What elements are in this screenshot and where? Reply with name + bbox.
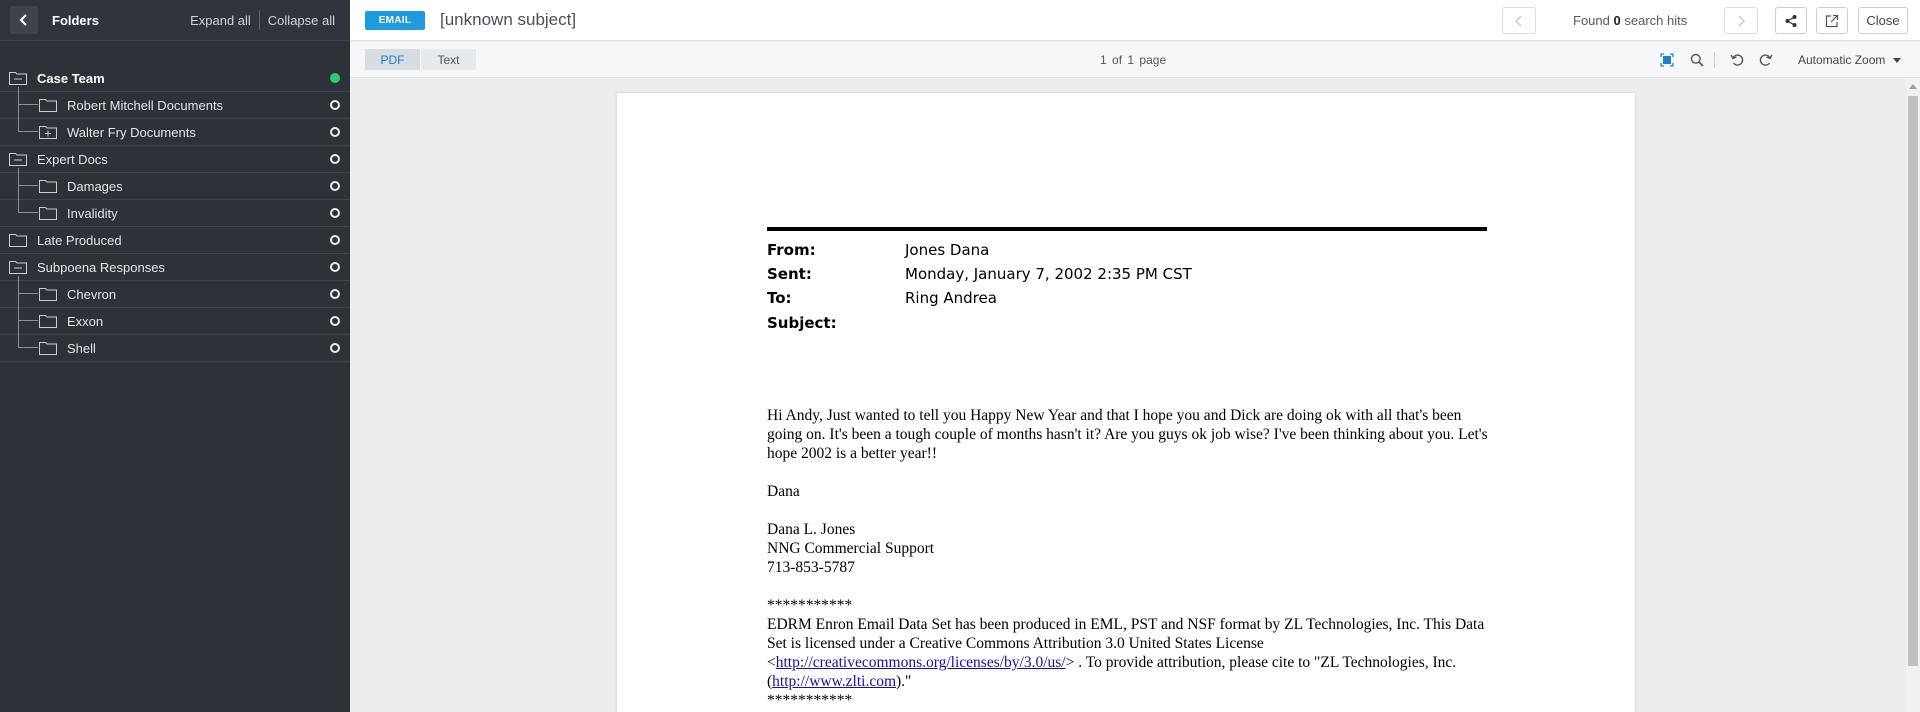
zoom-value: Automatic Zoom (1798, 53, 1886, 67)
status-indicator[interactable] (330, 127, 340, 137)
folder-label: Exxon (67, 314, 104, 329)
folder-row-invalidity[interactable] (0, 200, 350, 227)
tree-connector (18, 105, 38, 132)
tab-pdf[interactable]: PDF (365, 49, 420, 70)
separator-stars: *********** (767, 597, 853, 614)
selection-icon (1660, 53, 1674, 67)
hits-suffix: search hits (1624, 13, 1688, 28)
share-button[interactable] (1775, 7, 1807, 34)
document-subject: [unknown subject] (440, 10, 577, 29)
folder-open-icon (9, 260, 27, 274)
previous-hit-button[interactable] (1502, 7, 1536, 34)
sent-label: Sent: (767, 265, 812, 283)
pdf-page (617, 93, 1635, 712)
tree-connector (18, 321, 38, 348)
folder-row-robert-mitchell[interactable] (0, 92, 350, 119)
rotate-right-button[interactable] (1757, 51, 1775, 69)
tree-connector (18, 87, 38, 105)
status-indicator[interactable] (330, 262, 340, 272)
status-indicator[interactable] (330, 100, 340, 110)
header-rule (767, 227, 1487, 231)
rotate-left-icon (1730, 53, 1744, 67)
folder-icon (39, 287, 57, 301)
scroll-thumb[interactable] (1908, 96, 1918, 666)
next-hit-button[interactable] (1724, 7, 1758, 34)
folder-open-icon (9, 71, 27, 85)
folder-row-subpoena-responses[interactable] (0, 254, 350, 281)
zlti-link[interactable]: http://www.zlti.com (772, 673, 897, 690)
folder-label: Subpoena Responses (37, 260, 165, 275)
footer-text: EDRM Enron Email Data Set has been produced in EML, PST and NSF format by ZL Technologies, Inc. This Data Set is licensed under a Creative Commons Attribution 3.0 United States License < (767, 616, 1485, 671)
folder-label: Case Team (37, 71, 105, 86)
chevron-left-icon (1514, 15, 1524, 27)
page-total: 1 (1127, 53, 1135, 67)
folder-label: Expert Docs (37, 152, 108, 167)
open-external-button[interactable] (1816, 7, 1848, 34)
share-icon (1784, 14, 1798, 28)
folder-row-damages[interactable] (0, 173, 350, 200)
external-link-icon (1825, 14, 1839, 28)
footer-notice (767, 615, 1492, 691)
status-indicator[interactable] (330, 343, 340, 353)
folder-row-case-team[interactable] (0, 65, 350, 92)
tree-connector (18, 276, 38, 294)
subject-label: Subject: (767, 314, 837, 332)
folder-label: Chevron (67, 287, 117, 302)
doc-type-badge: EMAIL (365, 11, 425, 30)
license-link[interactable]: http://creativecommons.org/licenses/by/3.0/us/ (775, 654, 1066, 671)
signature-phone: 713-853-5787 (767, 559, 855, 576)
folder-icon (39, 98, 57, 112)
close-button[interactable]: Close (1858, 7, 1908, 34)
status-indicator[interactable] (330, 181, 340, 191)
folder-row-late-produced[interactable] (0, 227, 350, 254)
separator-stars: *********** (767, 692, 853, 709)
folder-label: Shell (67, 341, 96, 356)
search-hits-status (1573, 13, 1687, 28)
rotate-right-icon (1759, 53, 1773, 67)
folder-label: Walter Fry Documents (67, 125, 196, 140)
status-indicator[interactable] (330, 208, 340, 218)
folder-label: Damages (67, 179, 123, 194)
rotate-left-button[interactable] (1728, 51, 1746, 69)
status-indicator[interactable] (330, 289, 340, 299)
folder-row-chevron[interactable] (0, 281, 350, 308)
from-value: Jones Dana (905, 241, 990, 259)
folder-row-expert-docs[interactable] (0, 146, 350, 173)
document-viewer-panel (350, 0, 1920, 712)
collapse-all-button[interactable]: Collapse all (267, 12, 335, 28)
chevron-right-icon (1736, 15, 1746, 27)
signature-name: Dana L. Jones (767, 521, 856, 538)
folder-tree (0, 65, 350, 362)
zoom-select[interactable] (1798, 53, 1901, 67)
folders-sidebar (0, 0, 350, 712)
folder-label: Invalidity (67, 206, 118, 221)
folder-icon (39, 206, 57, 220)
footer-text: > . To provide attribution, please cite to "ZL Technologies, Inc. ( (767, 654, 1457, 690)
page-of-label: of (1112, 53, 1123, 67)
folder-icon (39, 314, 57, 328)
from-label: From: (767, 241, 816, 259)
divider (259, 10, 260, 30)
folder-open-icon (9, 152, 27, 166)
folder-label: Robert Mitchell Documents (67, 98, 224, 113)
tab-text[interactable]: Text (421, 49, 476, 70)
vertical-scrollbar[interactable] (1906, 79, 1920, 712)
page-label: page (1139, 53, 1167, 67)
tree-connector (18, 294, 38, 321)
footer-text: )." (896, 673, 912, 690)
sidebar-header (0, 0, 350, 41)
pdf-viewport[interactable] (350, 79, 1920, 712)
folder-plus-icon (39, 125, 57, 139)
viewer-toolbar (350, 42, 1920, 78)
sidebar-title: Folders (52, 12, 99, 28)
page-current[interactable]: 1 (1100, 53, 1107, 67)
tree-connector (18, 168, 38, 186)
status-indicator[interactable] (330, 73, 340, 83)
folder-row-shell[interactable] (0, 335, 350, 362)
chevron-left-icon (18, 14, 30, 26)
search-button[interactable] (1688, 51, 1706, 69)
folder-icon (9, 233, 27, 247)
scroll-up-arrow-icon[interactable] (1909, 84, 1917, 89)
expand-all-button[interactable]: Expand all (190, 12, 251, 28)
status-indicator[interactable] (330, 316, 340, 326)
sent-value: Monday, January 7, 2002 2:35 PM CST (905, 265, 1192, 283)
status-indicator[interactable] (330, 154, 340, 164)
folder-icon (39, 179, 57, 193)
hits-count: 0 (1613, 13, 1621, 28)
tree-connector (18, 186, 38, 213)
search-icon (1690, 53, 1704, 67)
toolbar-divider (1714, 52, 1715, 68)
status-indicator[interactable] (330, 235, 340, 245)
select-tool-button[interactable] (1658, 51, 1676, 69)
page-indicator (1100, 53, 1166, 67)
folder-row-walter-fry[interactable] (0, 119, 350, 146)
back-button[interactable] (10, 6, 38, 34)
to-value: Ring Andrea (905, 289, 997, 307)
folder-row-exxon[interactable] (0, 308, 350, 335)
chevron-down-icon (1893, 58, 1901, 63)
to-label: To: (767, 289, 792, 307)
folder-label: Late Produced (37, 233, 122, 248)
document-header (350, 0, 1920, 41)
hits-prefix: Found (1573, 13, 1610, 28)
folder-icon (39, 341, 57, 355)
signature-company: NNG Commercial Support (767, 540, 935, 557)
body-paragraph: Hi Andy, Just wanted to tell you Happy New Year and that I hope you and Dick are doing ok with all that's been going on. It's been a tough couple of months hasn't it? Are you guys ok job wise? I've been thinking about you. Let's hope 2002 is a better year!! (767, 407, 1488, 462)
body-signoff: Dana (767, 483, 800, 500)
email-body (767, 406, 1492, 710)
